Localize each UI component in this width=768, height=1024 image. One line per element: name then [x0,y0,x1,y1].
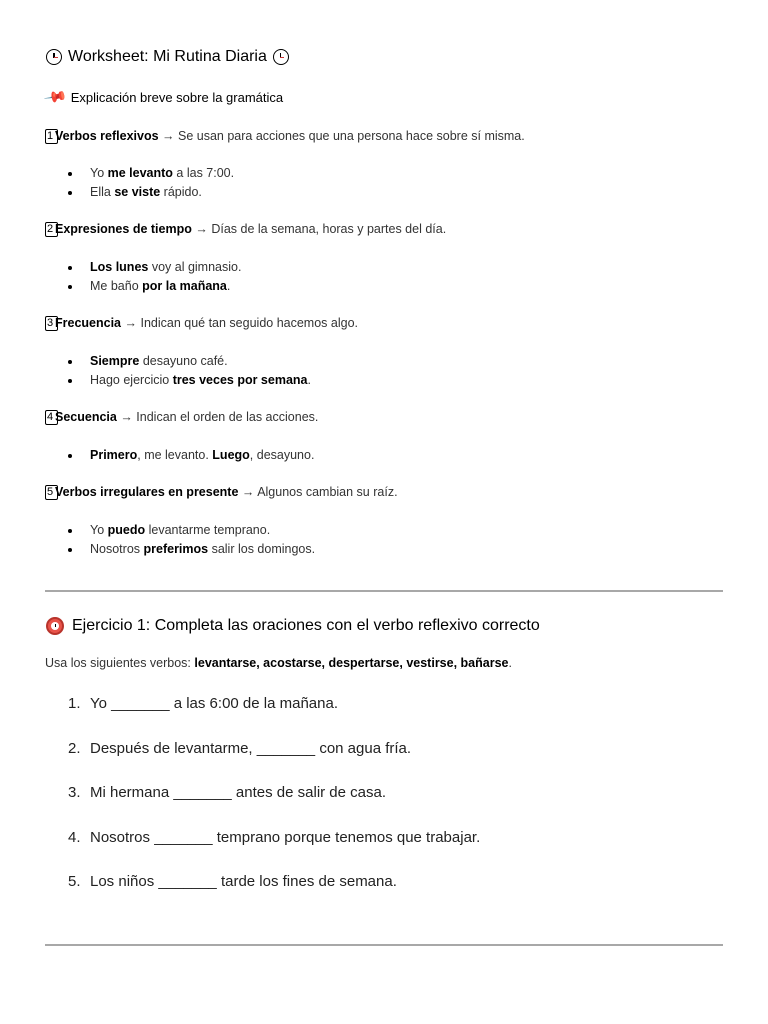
exercise-instruction: Usa los siguientes verbos: levantarse, acostarse, despertarse, vestirse, bañarse. [45,656,512,670]
list-item: Yo me levanto a las 7:00. [90,164,234,183]
explanation-heading [42,85,284,110]
list-item: Los lunes voy al gimnasio. [90,258,241,277]
alarm-clock-icon [46,617,64,635]
section-title: Verbos irregulares en presente [55,485,239,499]
exercise-item: 4. Nosotros _______ temprano porque tenemos que trabajar. [68,828,481,846]
exercise-item: 5. Los niños _______ tarde los fines de semana. [68,873,397,891]
list-item: Me baño por la mañana. [90,277,241,296]
explanation-heading-text: Explicación breve sobre la gramática [70,90,284,105]
exercise-title-text: Ejercicio 1: Completa las oraciones con el verbo reflexivo correcto [72,617,540,634]
list-item: Primero, me levanto. Luego, desayuno. [90,446,314,465]
exercise-item: 1. Yo _______ a las 6:00 de la mañana. [68,695,338,712]
clock-icon [46,49,62,65]
pushpin-icon: 📌 [42,85,68,110]
exercise-title [46,617,540,635]
list-item: Siempre desayuno café. [90,352,311,371]
clock-icon [273,49,289,65]
example-list [90,521,315,559]
section-heading [45,222,446,237]
number-badge: 3 [45,316,58,331]
worksheet-title [46,48,289,66]
section-heading [45,410,318,425]
section-description: → Se usan para acciones que una persona hace sobre sí misma. [162,129,525,143]
divider [45,590,723,592]
list-item: Hago ejercicio tres veces por semana. [90,371,311,390]
example-list [90,446,314,465]
exercise-item: 2. Después de levantarme, _______ con agua fría. [68,739,412,757]
exercise-item: 3. Mi hermana _______ antes de salir de casa. [68,784,387,802]
list-item: Nosotros preferimos salir los domingos. [90,540,315,559]
number-badge: 4 [45,410,58,425]
list-item: Ella se viste rápido. [90,183,234,202]
divider [45,944,723,946]
section-title: Verbos reflexivos [55,129,159,143]
section-title: Frecuencia [55,316,122,330]
example-list [90,258,241,296]
section-description: → Días de la semana, horas y partes del día. [195,222,447,236]
number-badge: 2 [45,222,58,237]
section-title: Expresiones de tiempo [55,222,192,236]
section-description: → Indican el orden de las acciones. [120,410,319,424]
exercise-list [68,693,480,916]
title-text: Worksheet: Mi Rutina Diaria [68,48,267,65]
example-list [90,164,234,202]
section-heading [45,485,398,500]
section-description: → Indican qué tan seguido hacemos algo. [124,316,358,330]
number-badge: 5 [45,485,58,500]
section-description: → Algunos cambian su raíz. [241,485,398,499]
section-heading [45,316,358,331]
number-badge: 1 [45,129,58,144]
section-heading [45,129,525,144]
verb-list: levantarse, acostarse, despertarse, vestirse, bañarse [194,656,509,670]
section-title: Secuencia [55,410,117,424]
list-item: Yo puedo levantarme temprano. [90,521,315,540]
example-list [90,352,311,390]
